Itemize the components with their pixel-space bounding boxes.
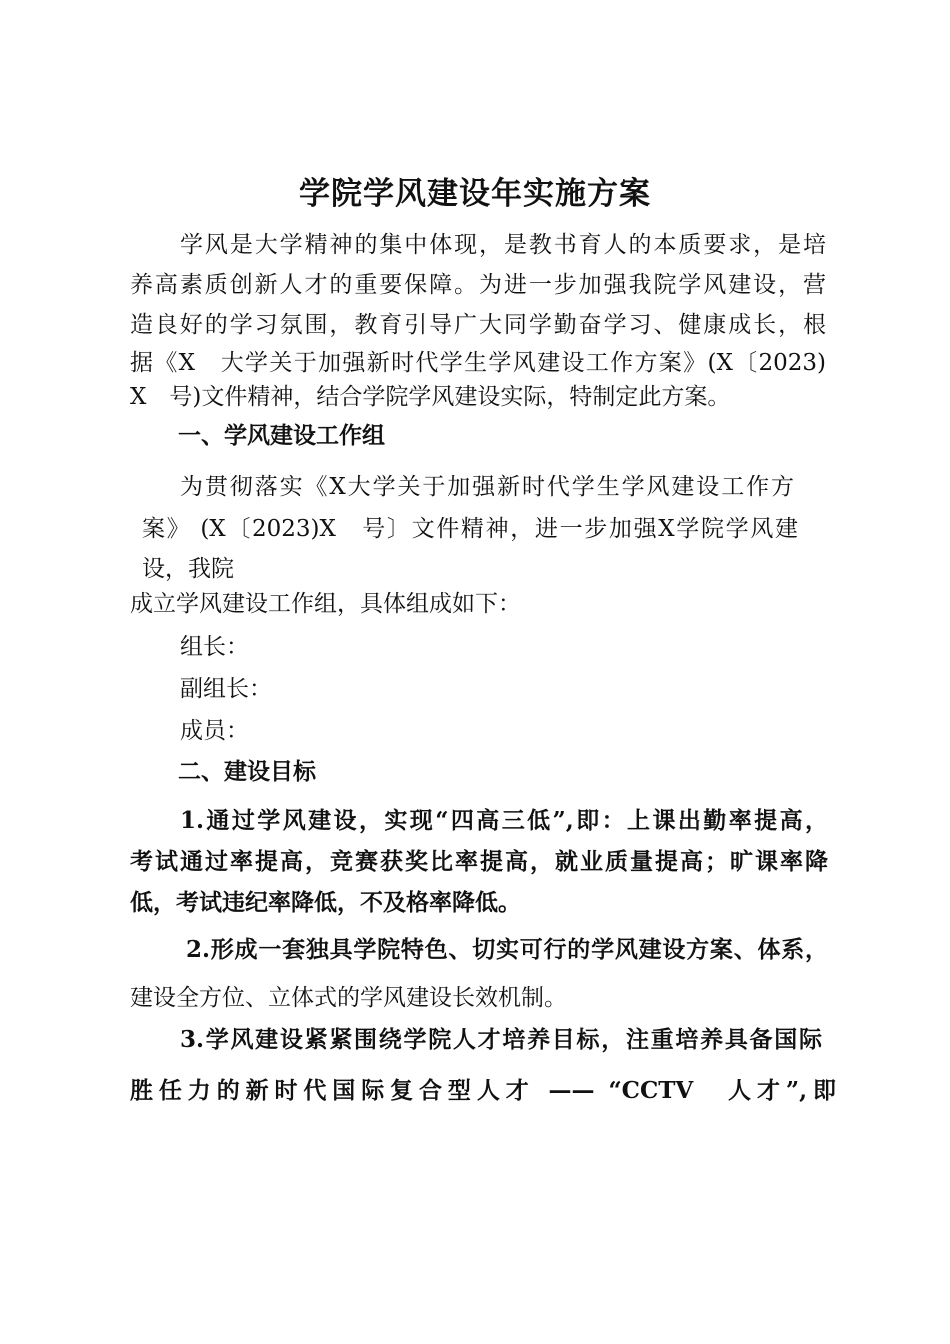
document-title: 学院学风建设年实施方案: [299, 176, 651, 212]
section1-para-line-4: 成立学风建设工作组，具体组成如下：: [130, 591, 521, 617]
member-leader: 组长：: [180, 634, 249, 660]
goal1-line-2: 考试通过率提高，竞赛获奖比率提高，就业质量提高；旷课率降: [130, 848, 828, 875]
goal3-line-1: 3.学风建设紧紧围绕学院人才培养目标，注重培养具备国际: [180, 1026, 822, 1053]
goal1-line-3: 低，考试违纪率降低，不及格率降低。: [130, 889, 521, 916]
member-deputy-leader: 副组长：: [180, 676, 272, 702]
section1-heading: 一、学风建设工作组: [178, 423, 385, 449]
goal2-line-2: 建设全方位、立体式的学风建设长效机制。: [130, 985, 567, 1011]
section2-heading: 二、建设目标: [178, 759, 316, 785]
intro-line-3: 造良好的学习氛围，教育引导广大同学勤奋学习、健康成长，根: [130, 312, 826, 338]
goal3-line-2: 胜任力的新时代国际复合型人才 —— “CCTV 人才”,即: [130, 1077, 836, 1104]
intro-line-2: 养高素质创新人才的重要保障。为进一步加强我院学风建设，营: [130, 272, 826, 298]
member-members: 成员：: [180, 718, 249, 744]
intro-line-5: X 号)文件精神，结合学院学风建设实际，特制定此方案。: [130, 384, 731, 410]
section1-para-line-2: 案》 (X〔2023)X 号〕文件精神，进一步加强X学院学风建: [142, 516, 798, 542]
section1-para-line-1: 为贯彻落实《X大学关于加强新时代学生学风建设工作方: [180, 474, 794, 500]
goal1-line-1: 1.通过学风建设，实现“四高三低”,即：上课出勤率提高，: [180, 807, 828, 834]
goal2-line-1: 2.形成一套独具学院特色、切实可行的学风建设方案、体系，: [186, 936, 828, 963]
intro-line-4: 据《X 大学关于加强新时代学生学风建设工作方案》(X〔2023): [130, 350, 826, 376]
section1-para-line-3: 设，我院: [142, 556, 234, 582]
intro-line-1: 学风是大学精神的集中体现，是教书育人的本质要求，是培: [180, 232, 826, 258]
